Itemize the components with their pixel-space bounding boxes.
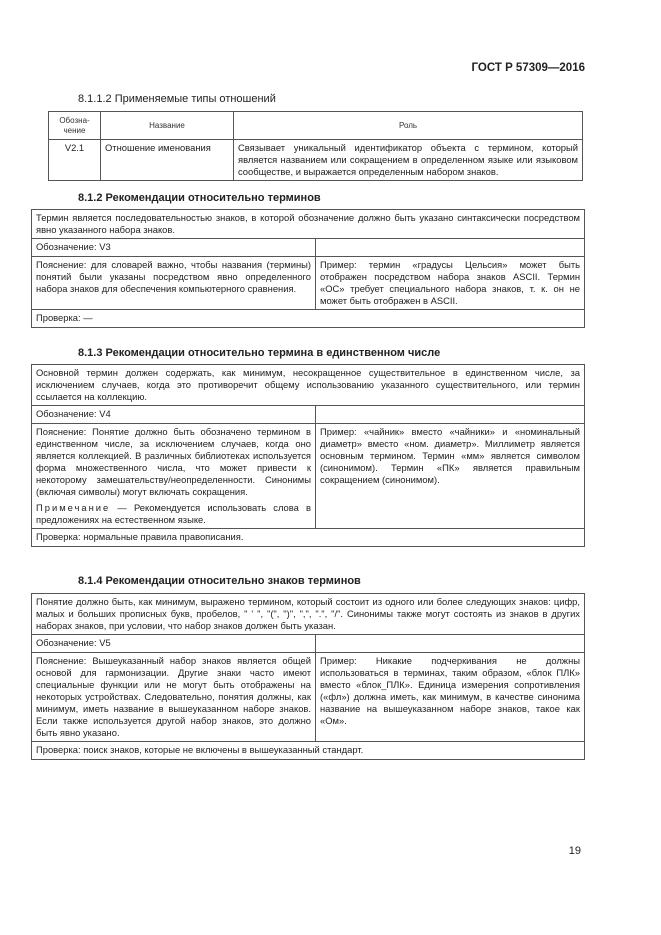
section-title-8-1-2: 8.1.2 Рекомендации относительно терминов [78,192,321,204]
section-title-8-1-1-2: 8.1.1.2 Применяемые типы отношений [78,93,276,105]
section-title-8-1-4: 8.1.4 Рекомендации относительно знаков терминов [78,575,361,587]
col-header-code: Обозна- чение [49,112,101,140]
note-text: — Рекомендуется использовать слова в предложениях на естественном языке. [36,502,311,525]
check: Проверка: поиск знаков, которые не включены в вышеуказанный стандарт. [32,742,585,760]
designation: Обозначение: V4 [32,406,316,424]
rule-text: Основной термин должен содержать, как минимум, несокращенное существительное в единственном числе, за исключением случаев, когда это противоречит общему использованию указанного существительного, или термин ссылается на коллекцию. [32,365,585,406]
designation: Обозначение: V5 [32,635,316,653]
section-title-8-1-3: 8.1.3 Рекомендации относительно термина в единственном числе [78,347,441,359]
check: Проверка: нормальные правила правописания. [32,529,585,547]
check: Проверка: — [32,310,585,328]
explanation: Пояснение: для словарей важно, чтобы названия (термины) понятий были указаны посредством явно определенного набора знаков для обеспечения компьютерного сравнения. [32,257,316,310]
note-label: Примечание [36,502,111,513]
page-number: 19 [568,845,581,857]
col-header-role: Роль [234,112,583,140]
row-name: Отношение именования [101,140,234,181]
recommendation-table-v5 [31,593,585,760]
explanation-cell [32,424,316,529]
explanation: Пояснение: Понятие должно быть обозначено термином в единственном числе, за исключением случаев, когда оно является коллекцией. В различных библиотеках используется форма множественного числа, что может привести к некоторому замешательству/неопределенности. Синонимы (включая символы) могут включать сокращения. [36,426,311,497]
relations-table [48,111,583,181]
designation: Обозначение: V3 [32,239,316,257]
example: Пример: Никакие подчеркивания не должны использоваться в терминах, таким образом, «блок ПЛК» вместо «блок_ПЛК». Единица измерения сопротивления («фл») должна иметь, как минимум, в качестве синонима название на вышеуказанном наборе знаков, такое как «Ом». [316,653,585,742]
table-header-row [49,112,583,140]
recommendation-table-v4 [31,364,585,547]
rule-text: Термин является последовательностью знаков, в которой обозначение должно быть указано синтаксически посредством явно указанного набора знаков. [32,210,585,239]
document-header: ГОСТ Р 57309—2016 [471,62,585,74]
example: Пример: «чайник» вместо «чайники» и «номинальный диаметр» вместо «ном. диаметр». Миллиметр является основным термином. Термин «мм» является символом (синонимом). Термин «ПК» является правильным сокращением (синонимом). [316,424,585,529]
explanation: Пояснение: Вышеуказанный набор знаков является общей основой для гармонизации. Другие знаки часто имеют специальные функции или не могут быть отображены на некоторых устройствах. Следовательно, понятия должны, как минимум, иметь название в вышеуказанном наборе знаков. Если также используется другой набор знаков, это должно быть явно указано. [32,653,316,742]
example: Пример: термин «градусы Цельсия» может быть отображен посредством набора знаков ASCII. Термин «ОС» требует специального набора знаков, т. к. он не может быть отображен в ASCII. [316,257,585,310]
rule-text: Понятие должно быть, как минимум, выражено термином, который состоит из одного или более следующих знаков: цифр, малых и больших прописных букв, пробелов, " ' ", "(", ")", ",", ".", "/". Синонимы также могут состоять из знаков в других наборах знаков, при условии, что набор знаков должен быть указан. [32,594,585,635]
row-code: V2.1 [49,140,101,181]
empty-cell [316,406,585,424]
empty-cell [316,239,585,257]
row-role: Связывает уникальный идентификатор объекта с термином, который является названием или сокращением в определенном языке или языковом сообществе, и выражается определенным набором знаков. [234,140,583,181]
empty-cell [316,635,585,653]
table-row [49,140,583,181]
col-header-name: Название [101,112,234,140]
note [36,502,311,526]
recommendation-table-v3 [31,209,585,328]
